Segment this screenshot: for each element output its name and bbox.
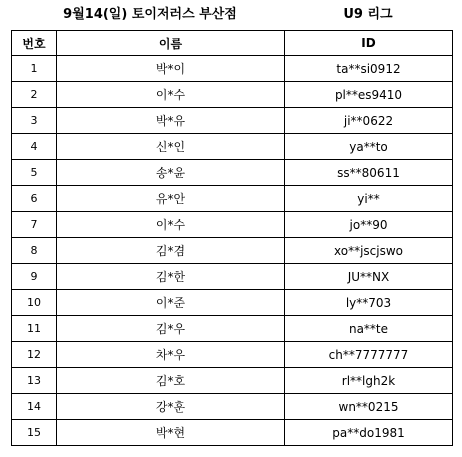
table-row — [12, 238, 453, 264]
row-id: ss**80611 — [285, 160, 453, 186]
row-name: 이*준 — [57, 290, 285, 316]
table-row — [12, 186, 453, 212]
row-id: yi** — [285, 186, 453, 212]
row-id: rl**lgh2k — [285, 368, 453, 394]
row-name: 박*유 — [57, 108, 285, 134]
league-title: U9 리그 — [343, 7, 393, 22]
table-header-row — [12, 31, 453, 56]
row-id: ta**si0912 — [285, 56, 453, 82]
table-row — [12, 212, 453, 238]
table-row — [12, 264, 453, 290]
row-name: 김*호 — [57, 368, 285, 394]
row-number: 9 — [12, 264, 57, 290]
row-name: 신*인 — [57, 134, 285, 160]
row-number: 7 — [12, 212, 57, 238]
row-number: 4 — [12, 134, 57, 160]
row-name: 유*안 — [57, 186, 285, 212]
row-id: jo**90 — [285, 212, 453, 238]
row-id: na**te — [285, 316, 453, 342]
row-name: 이*수 — [57, 212, 285, 238]
row-id: ji**0622 — [285, 108, 453, 134]
row-number: 1 — [12, 56, 57, 82]
row-number: 5 — [12, 160, 57, 186]
row-number: 15 — [12, 420, 57, 446]
row-name: 차*우 — [57, 342, 285, 368]
row-id: pl**es9410 — [285, 82, 453, 108]
row-name: 박*이 — [57, 56, 285, 82]
row-id: wn**0215 — [285, 394, 453, 420]
row-number: 13 — [12, 368, 57, 394]
row-number: 6 — [12, 186, 57, 212]
table-row — [12, 108, 453, 134]
row-id: ly**703 — [285, 290, 453, 316]
column-header-number: 번호 — [12, 31, 57, 56]
column-header-id: ID — [285, 31, 453, 56]
row-number: 10 — [12, 290, 57, 316]
row-number: 14 — [12, 394, 57, 420]
row-name: 강*훈 — [57, 394, 285, 420]
row-name: 김*우 — [57, 316, 285, 342]
row-id: xo**jscjswo — [285, 238, 453, 264]
row-name: 김*겸 — [57, 238, 285, 264]
row-name: 박*현 — [57, 420, 285, 446]
row-number: 8 — [12, 238, 57, 264]
table-row — [12, 82, 453, 108]
table-row — [12, 160, 453, 186]
row-name: 송*윤 — [57, 160, 285, 186]
row-number: 2 — [12, 82, 57, 108]
table-row — [12, 290, 453, 316]
row-number: 12 — [12, 342, 57, 368]
table-row — [12, 394, 453, 420]
table-row — [12, 342, 453, 368]
column-header-name: 이름 — [57, 31, 285, 56]
row-id: ch**7777777 — [285, 342, 453, 368]
row-id: ya**to — [285, 134, 453, 160]
row-name: 김*한 — [57, 264, 285, 290]
row-number: 3 — [12, 108, 57, 134]
table-row — [12, 368, 453, 394]
table-row — [12, 56, 453, 82]
row-name: 이*수 — [57, 82, 285, 108]
table-row — [12, 316, 453, 342]
title-row — [0, 0, 462, 30]
row-number: 11 — [12, 316, 57, 342]
event-title: 9월14(일) 토이저러스 부산점 — [63, 7, 237, 22]
table-row — [12, 134, 453, 160]
row-id: JU**NX — [285, 264, 453, 290]
table-row — [12, 420, 453, 446]
row-id: pa**do1981 — [285, 420, 453, 446]
participant-table — [11, 30, 453, 446]
